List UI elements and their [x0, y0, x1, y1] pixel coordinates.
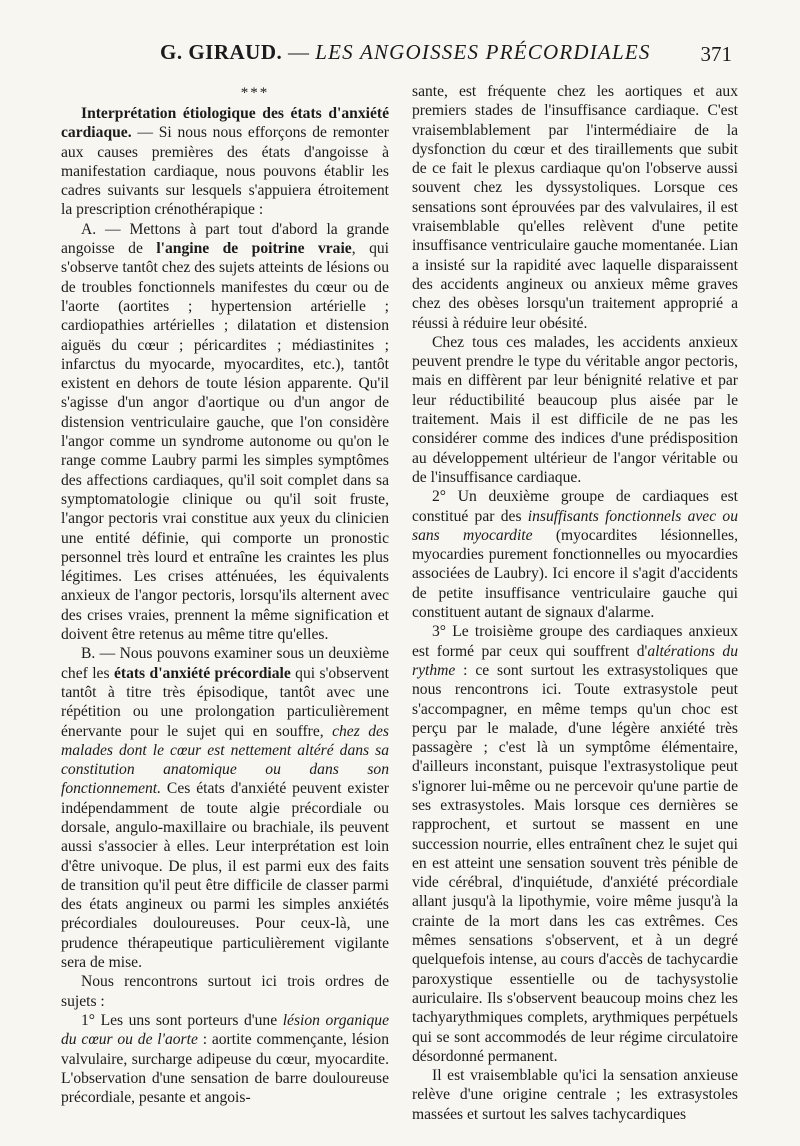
first-group-text-2: : aortite commençante, lésion valvulaire, surcharge adipeuse du cœur, myocardite. L'observation d'une sensation de barre douloureuse précordiale, pesante et angois-	[61, 1031, 389, 1107]
chapter-title: LES ANGOISSES PRÉCORDIALES	[315, 40, 651, 64]
paragraph-all-patients: Chez tous ces malades, les accidents anxieux peuvent prendre le type du véritable angor pectoris, mais en diffèrent par leur bénignité relative et par leur réductibilité beaucoup plus aisée par le traitement. Mais il est difficile de ne pas les considérer comme des indices d'une prédisposition au développement ultérieur de l'angor véritable ou de l'insuffisance cardiaque.	[412, 333, 738, 486]
second-group-text-2: (myocardites lésionnelles, myocardies purement fonctionnelles ou myocardies associées de Laubry). Ici encore il s'agit d'accidents de petite insuffisance ventriculaire gauche qui constituent autant de signaux d'alarme.	[412, 526, 738, 622]
angine-term: l'angine de poitrine vraie	[156, 240, 352, 258]
running-head	[160, 40, 651, 65]
paragraph-third-group	[412, 622, 738, 1066]
asterism: ***	[240, 85, 270, 101]
third-group-emphasis: altérations du rythme	[412, 642, 738, 679]
paragraph-first-group	[61, 1011, 389, 1107]
section-heading: Interprétation étiologique des états d'anxiété cardiaque.	[61, 105, 389, 142]
first-group-emphasis: lésion organique du cœur ou de l'aorte	[61, 1011, 390, 1049]
author-name: G. GIRAUD.	[160, 40, 283, 64]
intro-text: — Si nous nous efforçons de remonter aux causes premières des états d'angoisse à manifestation cardiaque, nous pouvons établir les cadres suivants sur lesquels s'appuiera étroitement la prescription crénothérapique :	[61, 124, 389, 219]
paragraph-second-group	[412, 487, 738, 622]
page-number: 371	[700, 42, 732, 66]
part-a-text-2: , qui s'observe tantôt chez des sujets atteints de lésions ou de troubles fonctionnels manifestes du cœur ou de l'aorte (aortites ; hypertension artérielle ; cardiopathies artérielles ; dilatation et distension aiguës du cœur ; péricardites ; médiastinites ; infarctus du myocarde, myocardites, etc.), tantôt existent en dehors de toute lésion apparente. Qu'il s'agisse d'un angor d'aortique ou d'un angor de distension ventriculaire gauche, que l'on considère l'angor comme un syndrome autonome ou qu'on le range comme Laubry parmi les simples symptômes des affections cardiaques, qu'il soit complet dans sa symptomatologie clinique ou qu'il soit fruste, l'angor pectoris vrai constitue aux yeux du clinicien une entité définie, qui comporte un pronostic personnel très lourd et entraîne les craintes les plus légitimes. Les crises atténuées, les équivalents anxieux de l'angor pectoris, lorsqu'ils alternent avec des crises vraies, prennent la même signification et doivent être retenus au même titre qu'elles.	[61, 240, 389, 644]
second-group-text-1: 2° Un deuxième groupe de cardiaques est constitué par des	[412, 488, 738, 525]
paragraph-continuation: sante, est fréquente chez les aortiques et aux premiers stades de l'insuffisance cardiaque. C'est vraisemblablement par l'intermédiaire de la dysfonction du cœur et des tiraillements que subit de ce fait le plexus cardiaque qu'on l'observe aussi souvent chez les dyssystoliques. Lorsque ces sensations sont éprouvées par des valvulaires, il est vraisemblable qu'elles relèvent d'une petite insuffisance ventriculaire gauche momentanée. Lian a insisté sur la rapidité avec laquelle disparaissent des accidents angineux ou anxieux même graves chez des obèses lorsqu'un traitement approprié a réussi à réduire leur obésité.	[412, 83, 738, 332]
part-b-text-3: Ces états d'anxiété peuvent exister indépendamment de toute algie précordiale ou dorsale, angulo-maxillaire ou brachiale, ils peuvent aussi s'associer à elles. Leur interprétation est loin d'être univoque. De plus, il est parmi eux des faits de transition qu'il peut être difficile de classer parmi des états angineux ou parmi les simples anxiétés précordiales douloureuses. Pour ceux-là, une prudence thérapeutique particulièrement vigilante sera de mise.	[61, 780, 389, 972]
paragraph-part-b	[61, 644, 389, 972]
header-separator: —	[282, 40, 316, 64]
paragraph-central-origin: Il est vraisemblable qu'ici la sensation anxieuse relève d'une origine centrale ; les extrasystoles massées et surtout les salves tachycardiques	[412, 1067, 738, 1123]
first-group-text-1: 1° Les uns sont porteurs d'une	[81, 1011, 283, 1029]
third-group-text-1: 3° Le troisième groupe des cardiaques anxieux est formé par ceux qui souffrent d'	[412, 623, 738, 660]
third-group-text-2: : ce sont surtout les extrasystoliques que nous rencontrons ici. Toute extrasystole peut s'accompagner, en même temps qu'un choc est perçu par le malade, d'une légère anxiété très passagère ; c'est là un symptôme élémentaire, d'ailleurs inconstant, puisque l'extrasystolique peut s'ignorer lui-même ou ne percevoir qu'une partie de ses extrasystoles. Mais lorsque ces dernières se rapprochent, et surtout se massent en une succession nourrie, elles entraînent chez le sujet qui en est atteint une sensation souvent très pénible de vide cérébral, d'inquiétude, d'anxiété précordiale allant jusqu'à la lipothymie, voire même jusqu'à la crainte de la mort dans les cas extrêmes. Ces mêmes sensations s'observent, et à un degré quelquefois intense, au cours d'accès de tachycardie paroxystique essentielle ou de tachysystolie auriculaire. Ils s'observent beaucoup moins chez les tachyarythmiques complets, arythmiques perpétuels qui se sont accommodés de leur régime circulatoire désordonné permanent.	[412, 661, 738, 1065]
anxiete-term: états d'anxiété précordiale	[113, 664, 291, 682]
second-group-emphasis: insuffisants fonctionnels avec ou sans myocardite	[412, 507, 738, 544]
part-b-text-2: qui s'observent tantôt à titre très épisodique, tantôt avec une répétition ou une prolongation particulièrement énervante pour le sujet qui en souffre,	[61, 664, 390, 740]
part-b-emphasis: chez des malades dont le cœur est nettement altéré dans sa constitution anatomique ou dans son fonctionnement.	[61, 722, 389, 798]
paragraph-part-a	[61, 220, 389, 645]
right-column	[412, 82, 738, 1124]
paragraph-interpretation	[61, 104, 389, 220]
paragraph-three-orders: Nous rencontrons surtout ici trois ordres de sujets :	[61, 973, 389, 1010]
left-column	[61, 82, 389, 1107]
running-header	[60, 40, 740, 70]
part-a-text-1: A. — Mettons à part tout d'abord la grande angoisse de	[61, 220, 389, 258]
part-b-text-1: B. — Nous pouvons examiner sous un deuxième chef les	[61, 645, 389, 682]
